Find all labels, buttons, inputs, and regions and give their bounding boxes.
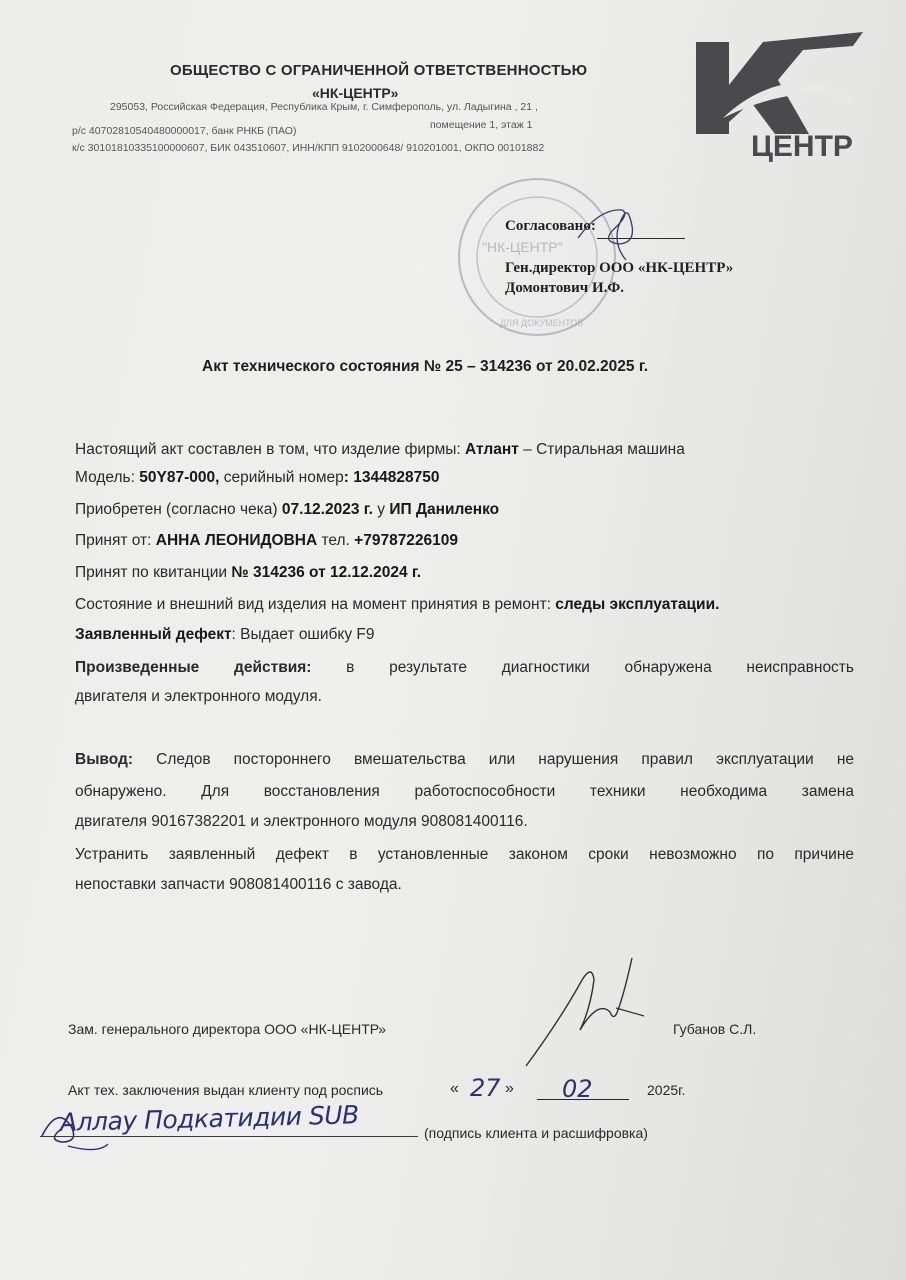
conclusion-line2: обнаружено. Для восстановления работоспособности техники необходима замена: [75, 783, 854, 800]
date-quote-close: »: [505, 1080, 514, 1097]
model-line: Модель: 50Y87-000, серийный номер: 1344828750: [75, 469, 440, 486]
product-line: Настоящий акт составлен в том, что изделие фирмы: Атлант – Стиральная машина: [75, 441, 685, 458]
document-title: Акт технического состояния № 25 – 314236 от 20.02.2025 г.: [202, 358, 649, 375]
date-quote-open: «: [450, 1080, 459, 1097]
conclusion-line1: Вывод: Следов постороннего вмешательства или нарушения правил эксплуатации не: [75, 751, 854, 768]
client-signature-line: [40, 1136, 418, 1137]
deputy-director-title: Зам. генерального директора ООО «НК-ЦЕНТР»: [68, 1021, 387, 1037]
company-bank-line2: к/с 30101810335100000607, БИК 043510607, ИНН/КПП 9102000648/ 910201001, ОКПО 00101882: [72, 142, 545, 154]
issued-month-handwritten: 02: [562, 1075, 593, 1103]
condition-line: Состояние и внешний вид изделия на момент принятия в ремонт: следы эксплуатации.: [75, 596, 720, 613]
director-signature: [560, 198, 670, 268]
company-short-name: «НК-ЦЕНТР»: [312, 85, 399, 101]
conclusion-line5: непоставки запчасти 908081400116 с завода.: [75, 876, 402, 893]
defect-line: Заявленный дефект: Выдает ошибку F9: [75, 626, 375, 643]
company-address-line2: помещение 1, этаж 1: [430, 119, 533, 131]
client-signature-caption: (подпись клиента и расшифровка): [424, 1125, 648, 1141]
client-signature: Аллау Подкатидии SUB: [59, 1100, 360, 1137]
issued-day-handwritten: 27: [470, 1074, 501, 1102]
svg-text:ДЛЯ ДОКУМЕНТОВ: ДЛЯ ДОКУМЕНТОВ: [500, 318, 584, 328]
approval-name: Домонтович И.Ф.: [505, 280, 624, 296]
logo-text: ЦЕНТР: [751, 130, 853, 163]
received-from-line: Принят от: АННА ЛЕОНИДОВНА тел. +79787226109: [75, 532, 459, 549]
actions-line2: двигателя и электронного модуля.: [75, 688, 322, 705]
company-name: ОБЩЕСТВО С ОГРАНИЧЕННОЙ ОТВЕТСТВЕННОСТЬЮ: [170, 62, 588, 79]
client-signature-flourish: [38, 1098, 368, 1158]
svg-text:"НК-ЦЕНТР": "НК-ЦЕНТР": [482, 239, 563, 255]
company-address-line1: 295053, Российская Федерация, Республика Крым, г. Симферополь, ул. Ладыгина , 21 ,: [110, 101, 538, 113]
company-logo: [693, 30, 868, 165]
receipt-line: Принят по квитанции № 314236 от 12.12.2024 г.: [75, 564, 422, 581]
deputy-signature: [520, 950, 650, 1070]
conclusion-line3: двигателя 90167382201 и электронного модуля 908081400116.: [75, 813, 528, 830]
deputy-director-name: Губанов С.Л.: [673, 1021, 757, 1037]
approval-label: Согласовано:: [505, 218, 596, 234]
issued-to-client-label: Акт тех. заключения выдан клиенту под роспись: [68, 1082, 384, 1098]
issued-year: 2025г.: [647, 1082, 686, 1098]
conclusion-line4: Устранить заявленный дефект в установленные законом сроки невозможно по причине: [75, 846, 854, 863]
actions-line1: Произведенные действия: в результате диагностики обнаружена неисправность: [75, 659, 854, 676]
purchase-line: Приобретен (согласно чека) 07.12.2023 г. у ИП Даниленко: [75, 501, 500, 518]
approval-title: Ген.директор ООО «НК-ЦЕНТР»: [505, 260, 734, 276]
company-bank-line1: р/с 40702810540480000017, банк РНКБ (ПАО): [72, 125, 297, 137]
